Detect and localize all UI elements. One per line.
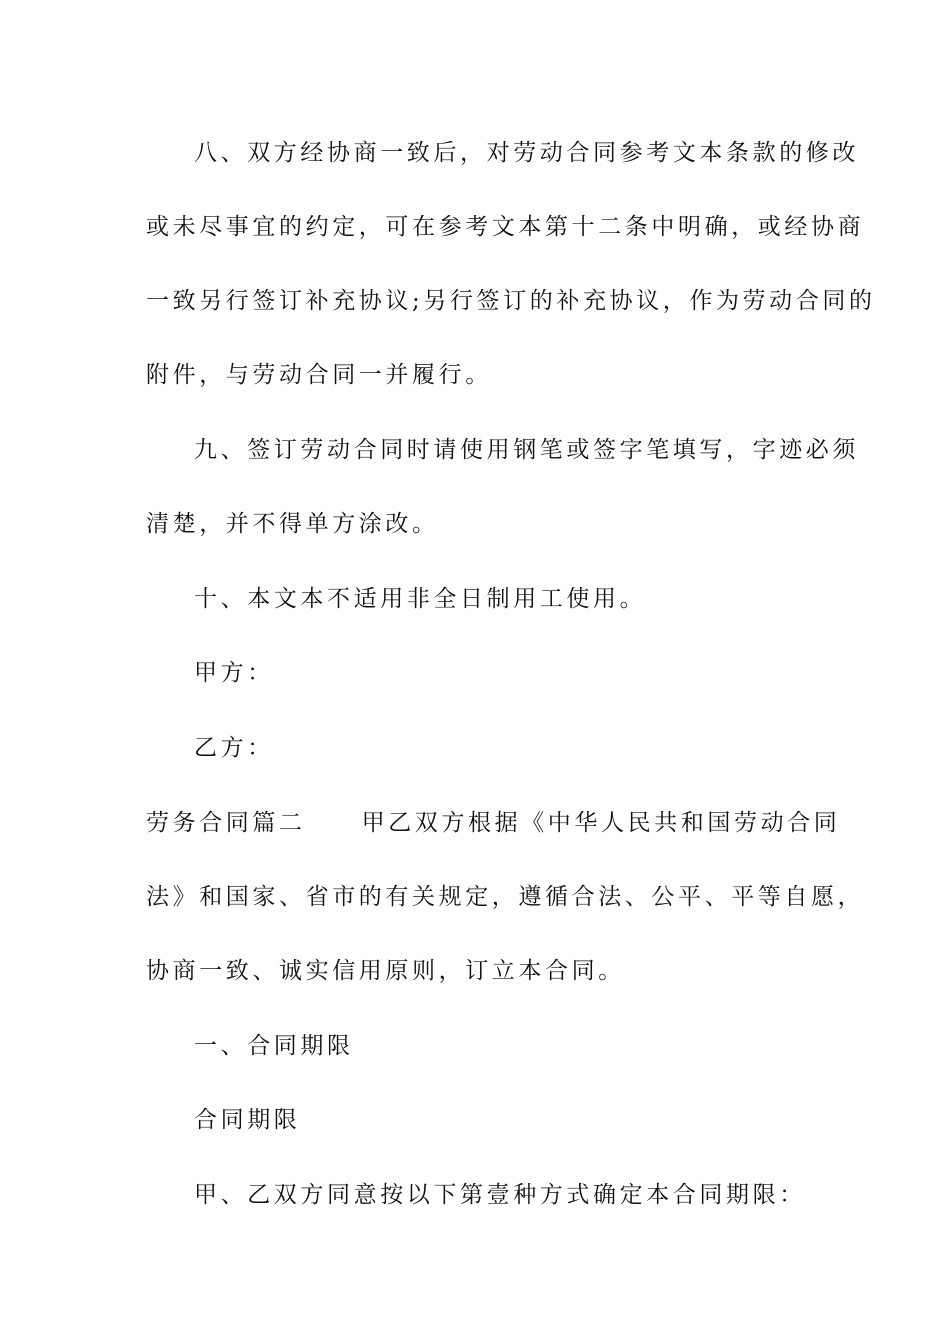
contract2-line1 — [146, 803, 840, 843]
contract2-line1-text: 甲乙双方根据《中华人民共和国劳动合同 — [361, 810, 841, 836]
contract2-line2: 法》和国家、省市的有关规定，遵循合法、公平、平等自愿， — [146, 884, 865, 910]
section1-text: 甲、乙双方同意按以下第壹种方式确定本合同期限： — [194, 1182, 806, 1208]
para8-line2: 或未尽事宜的约定，可在参考文本第十二条中明确，或经协商 — [146, 214, 865, 240]
contract2-line3: 协商一致、诚实信用原则，订立本合同。 — [146, 958, 625, 984]
para9-line2: 清楚，并不得单方涂改。 — [146, 511, 439, 537]
party-a-label: 甲方： — [194, 660, 274, 686]
party-b-label: 乙方： — [194, 735, 274, 761]
section1-subtitle: 合同期限 — [194, 1107, 301, 1133]
para8-line1: 八、双方经协商一致后，对劳动合同参考文本条款的修改 — [194, 140, 859, 166]
para10: 十、本文本不适用非全日制用工使用。 — [194, 586, 647, 612]
section1-title: 一、合同期限 — [194, 1033, 354, 1059]
para8-line4: 附件，与劳动合同一并履行。 — [146, 362, 492, 388]
contract2-heading: 劳务合同篇二 — [146, 810, 306, 836]
para9-line1: 九、签订劳动合同时请使用钢笔或签字笔填写，字迹必须 — [194, 437, 859, 463]
para8-line3: 一致另行签订补充协议;另行签订的补充协议，作为劳动合同的 — [146, 288, 876, 314]
